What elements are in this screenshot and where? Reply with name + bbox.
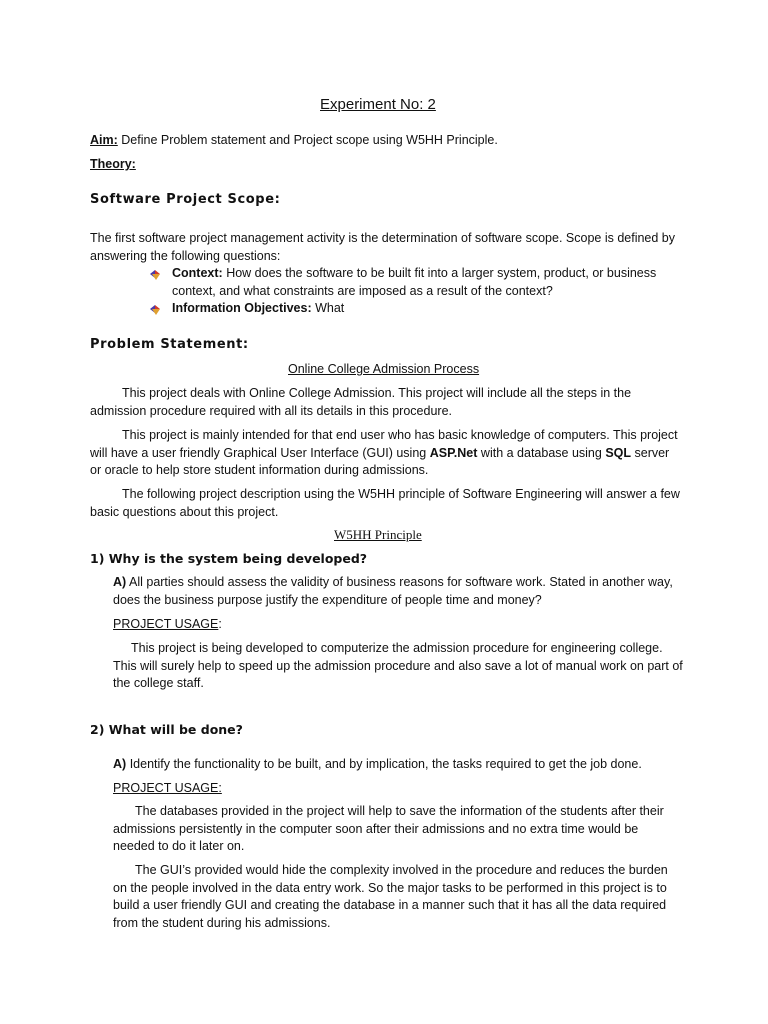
context-label: Context: (172, 266, 223, 280)
aim-label: Aim: (90, 133, 118, 147)
question-1-heading: 1) Why is the system being developed? (90, 551, 368, 566)
question-1-usage-text: This project is being developed to computerize the admission procedure for engineering college. This will surely help to speed up the admission procedure and also save a lot of manual work on part of the college staff. (113, 641, 683, 690)
scope-heading: Software Project Scope: (90, 192, 281, 207)
aspnet-term: ASP.Net (429, 445, 478, 460)
w5hh-title: W5HH Principle (334, 527, 422, 542)
problem-subtitle: Online College Admission Process (288, 362, 480, 376)
aim-line (90, 132, 498, 150)
question-1-answer: A) All parties should assess the validity of business reasons for software work. Stated in another way, does the business purpose justify the expenditure of people time and money? (113, 575, 673, 607)
question-2-usage-label: PROJECT USAGE: (113, 781, 222, 795)
question-2-usage-text-2: The GUI’s provided would hide the complexity involved in the procedure and reduces the burden on the people involved in the data entry work. So the major tasks to be performed in this project is to build a user friendly GUI and creating the database in a manner such that it has all the data required from the student during his admissions. (113, 863, 668, 930)
aim-text: Define Problem statement and Project scope using W5HH Principle. (121, 133, 498, 147)
question-2-usage-text-1: The databases provided in the project will help to save the information of the students after their admissions persistently in the computer soon after their admissions and no extra time would be needed to do it later on. (113, 804, 664, 853)
problem-paragraph-1: This project deals with Online College Admission. This project will include all the steps in the admission procedure required with all its details in this procedure. (90, 386, 632, 418)
context-text: How does the software to be built fit into a larger system, product, or business context, and what constraints are imposed as a result of the context? (172, 266, 657, 298)
problem-heading: Problem Statement: (90, 337, 249, 352)
question-2-heading: 2) What will be done? (90, 722, 243, 737)
problem-paragraph-2: This project is mainly intended for that end user who has basic knowledge of computers. This project will have a user friendly Graphical User Interface (GUI) using ASP.Net with a database using SQL server or oracle to help store student information during admissions. (90, 428, 678, 477)
problem-paragraph-3: The following project description using the W5HH principle of Software Engineering will answer a few basic questions about this project. (90, 487, 680, 519)
question-1-usage-label: PROJECT USAGE: (113, 617, 222, 631)
scope-bullet-info (150, 300, 680, 318)
info-objectives-label: Information Objectives: (172, 301, 312, 315)
scope-bullet-context (150, 265, 680, 300)
scope-intro: The first software project management activity is the determination of software scope. Scope is defined by answering the following questions: (90, 231, 676, 263)
question-2-answer: A) Identify the functionality to be built, and by implication, the tasks required to get the job done. (113, 757, 642, 771)
theory-label: Theory: (90, 157, 136, 171)
sql-term: SQL (605, 445, 632, 460)
bullet-arrow-icon (150, 268, 162, 280)
page-title: Experiment No: 2 (320, 96, 436, 113)
bullet-arrow-icon (150, 303, 162, 315)
info-objectives-text: What (315, 301, 345, 315)
